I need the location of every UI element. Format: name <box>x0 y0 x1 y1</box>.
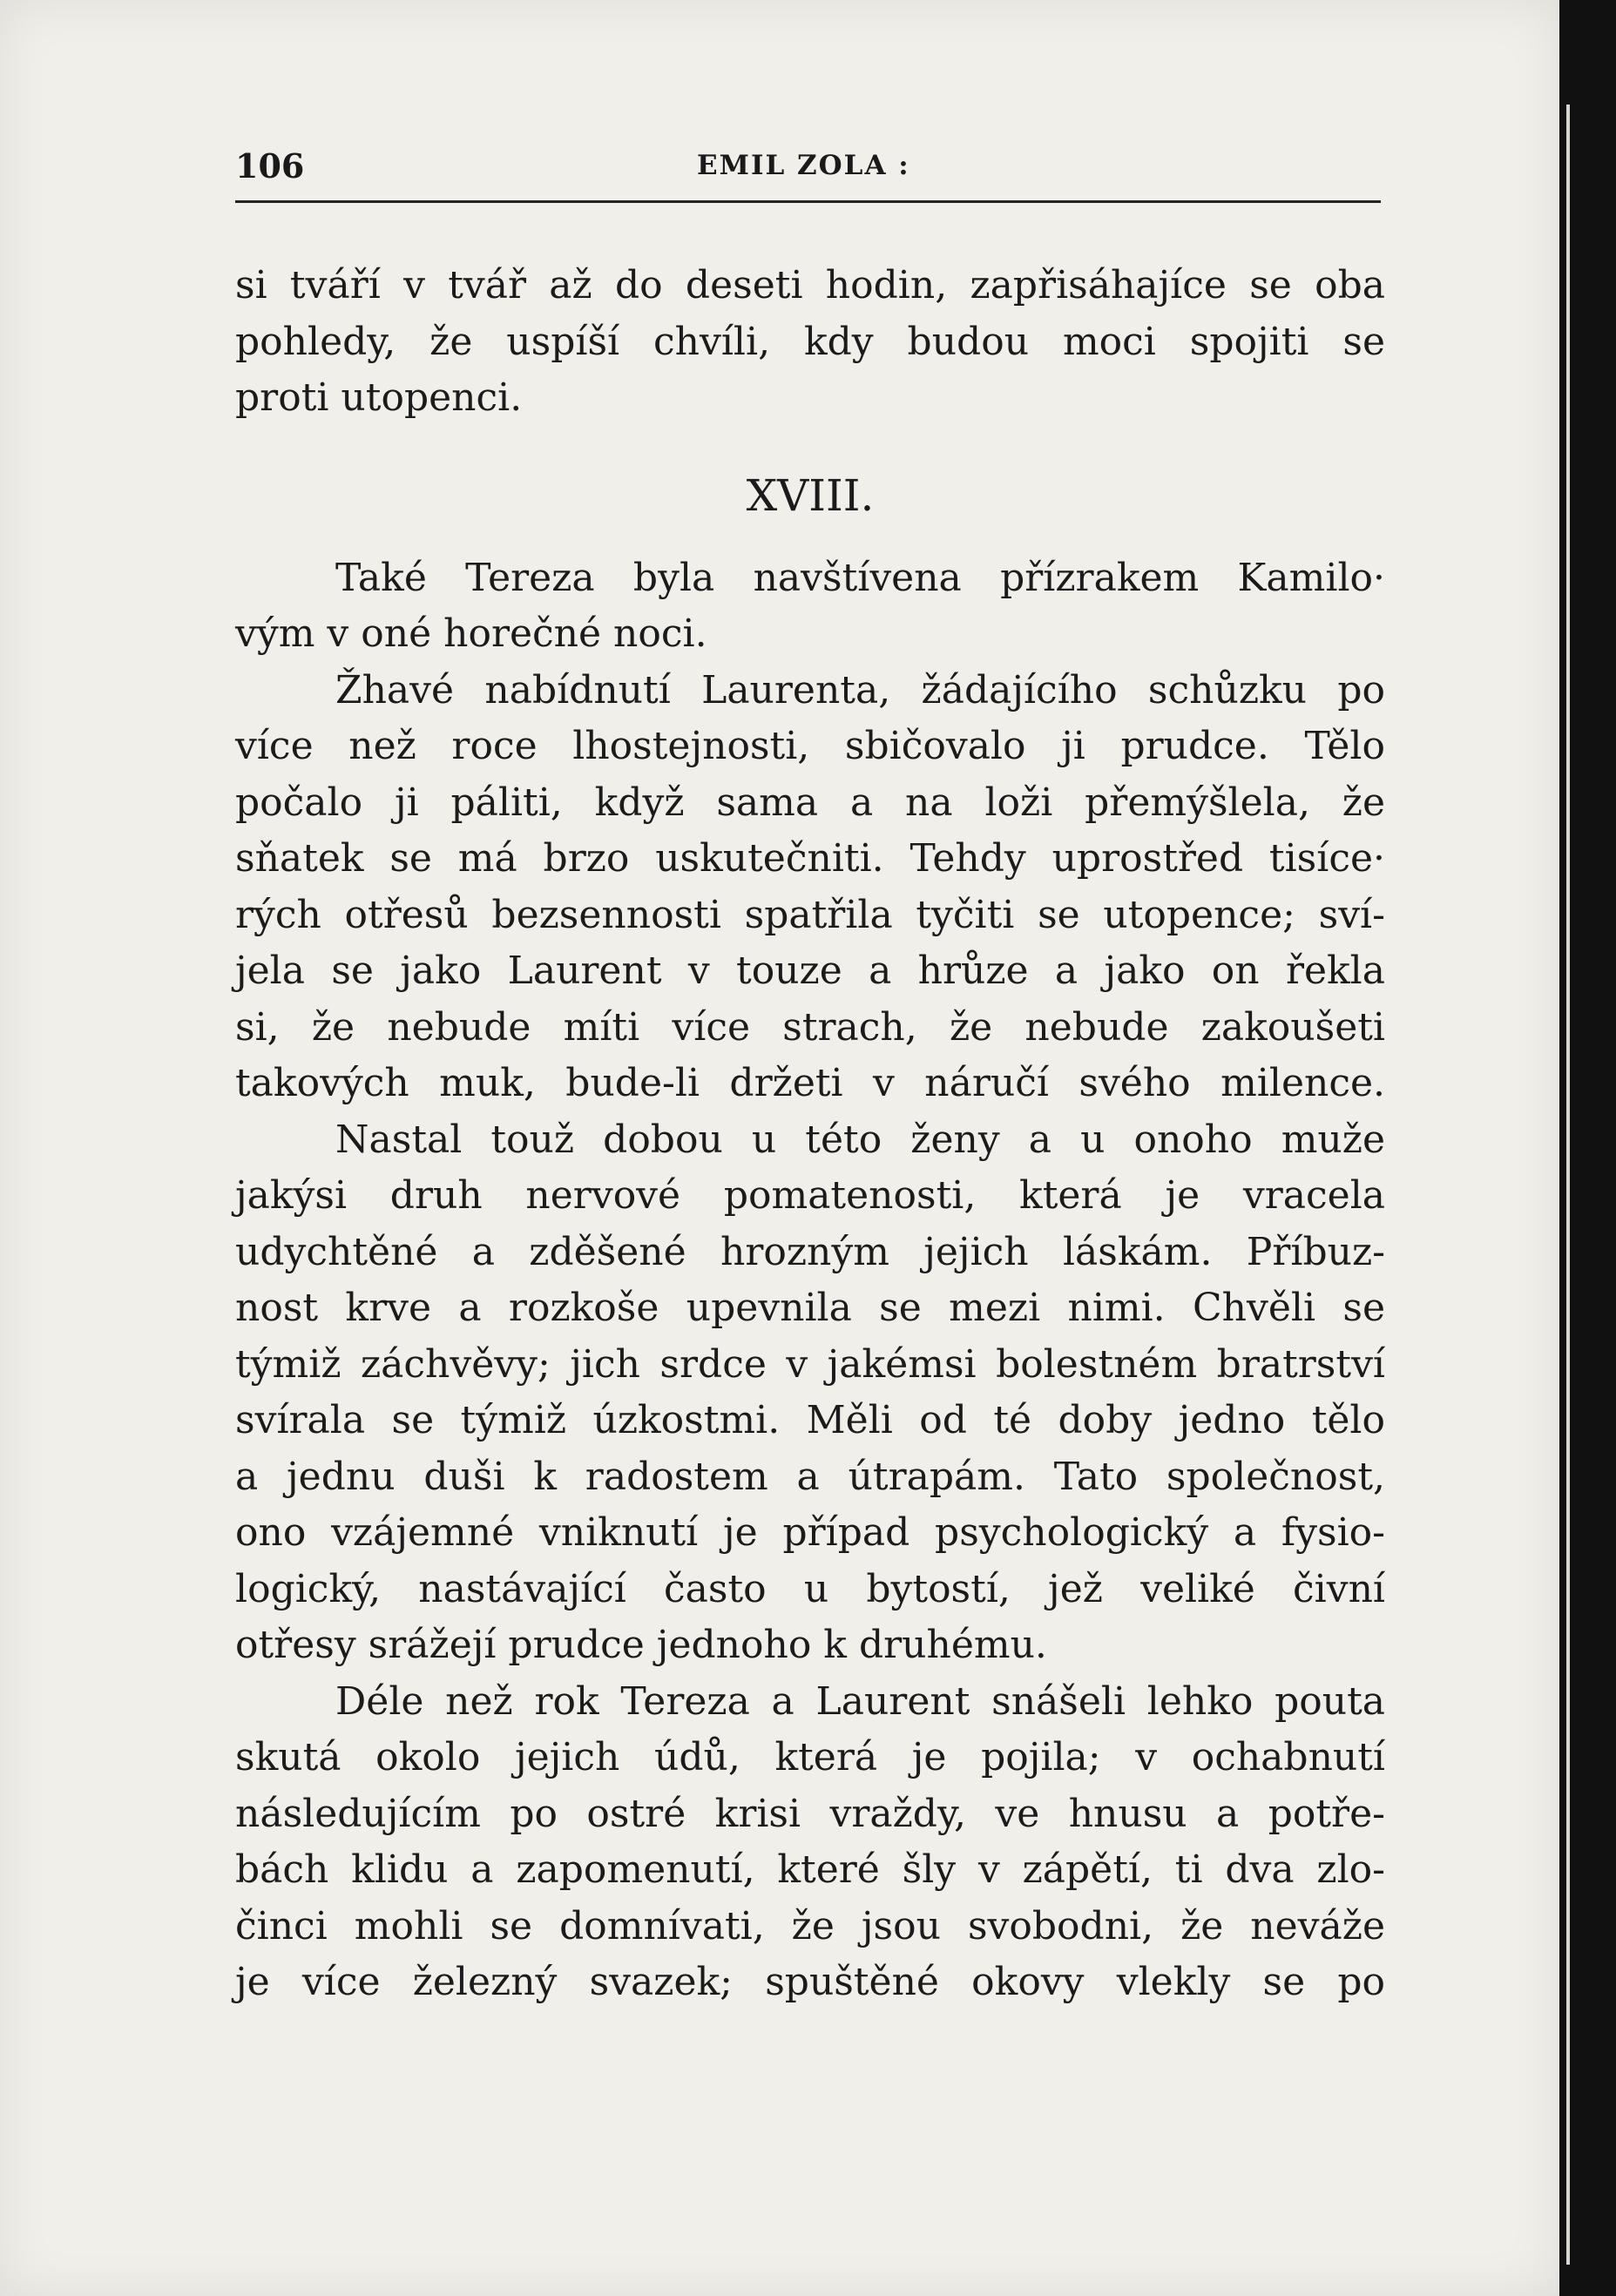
text-line: skutá okolo jejich údů, která je pojila; v ochabnutí <box>235 1735 1385 1779</box>
page-edge-line <box>1566 105 1570 2265</box>
text-line: otřesy srážejí prudce jednoho k druhému. <box>235 1623 1047 1667</box>
text-line: a jednu duši k radostem a útrapám. Tato společnost, <box>235 1454 1385 1499</box>
text-line: takových muk, bude-li držeti v náručí svého milence. <box>235 1061 1385 1105</box>
text-line: počalo ji páliti, když sama a na loži přemýšlela, že <box>235 780 1385 825</box>
text-line: jakýsi druh nervové pomatenosti, která je vracela <box>235 1173 1385 1218</box>
running-head: EMIL ZOLA : <box>697 150 910 181</box>
text-line: Žhavé nabídnutí Laurenta, žádajícího schůzku po <box>335 667 1385 712</box>
text-line: následujícím po ostré krisi vraždy, ve hnusu a potře- <box>235 1791 1385 1836</box>
text-line: více než roce lhostejnosti, sbičovalo ji prudce. Tělo <box>235 724 1385 768</box>
text-line: je více železný svazek; spuštěné okovy vlekly se po <box>235 1960 1385 2004</box>
chapter-title: XVIII. <box>746 469 875 521</box>
text-line: jela se jako Laurent v touze a hrůze a jako on řekla <box>235 949 1385 993</box>
text-line: svírala se týmiž úzkostmi. Měli od té doby jedno tělo <box>235 1398 1385 1442</box>
text-line: ono vzájemné vniknutí je případ psychologický a fysio- <box>235 1510 1385 1555</box>
text-line: si tváří v tvář až do deseti hodin, zapřisáhajíce se oba <box>235 263 1385 307</box>
text-line: bách klidu a zapomenutí, které šly v zápětí, ti dva zlo- <box>235 1847 1385 1892</box>
text-line: logický, nastávající často u bytostí, jež veliké čivní <box>235 1566 1385 1611</box>
text-line: si, že nebude míti více strach, že nebude zakoušeti <box>235 1004 1385 1050</box>
page-header <box>235 146 1381 203</box>
text-line: vým v oné horečné noci. <box>235 611 707 656</box>
text-line: Také Tereza byla navštívena přízrakem Kamilo· <box>335 555 1385 600</box>
text-line: proti utopenci. <box>235 375 523 420</box>
text-line: Nastal touž dobou u této ženy a u onoho muže <box>335 1117 1385 1162</box>
text-line: rých otřesů bezsennosti spatřila tyčiti se utopence; sví- <box>235 892 1385 937</box>
text-line: Déle než rok Tereza a Laurent snášeli lehko pouta <box>335 1678 1385 1724</box>
text-line: nost krve a rozkoše upevnila se mezi nimi. Chvěli se <box>235 1286 1385 1330</box>
text-line: pohledy, že uspíší chvíli, kdy budou moci spojiti se <box>235 319 1385 364</box>
text-line: týmiž záchvěvy; jich srdce v jakémsi bolestném bratrství <box>235 1341 1385 1387</box>
body-text <box>235 258 1385 2011</box>
text-line: činci mohli se domnívati, že jsou svobodni, že neváže <box>235 1903 1385 1948</box>
text-line: sňatek se má brzo uskutečniti. Tehdy uprostřed tisíce· <box>235 836 1385 881</box>
page-number: 106 <box>235 146 305 186</box>
text-line: udychtěné a zděšené hrozným jejich láskám. Příbuz- <box>235 1229 1385 1274</box>
